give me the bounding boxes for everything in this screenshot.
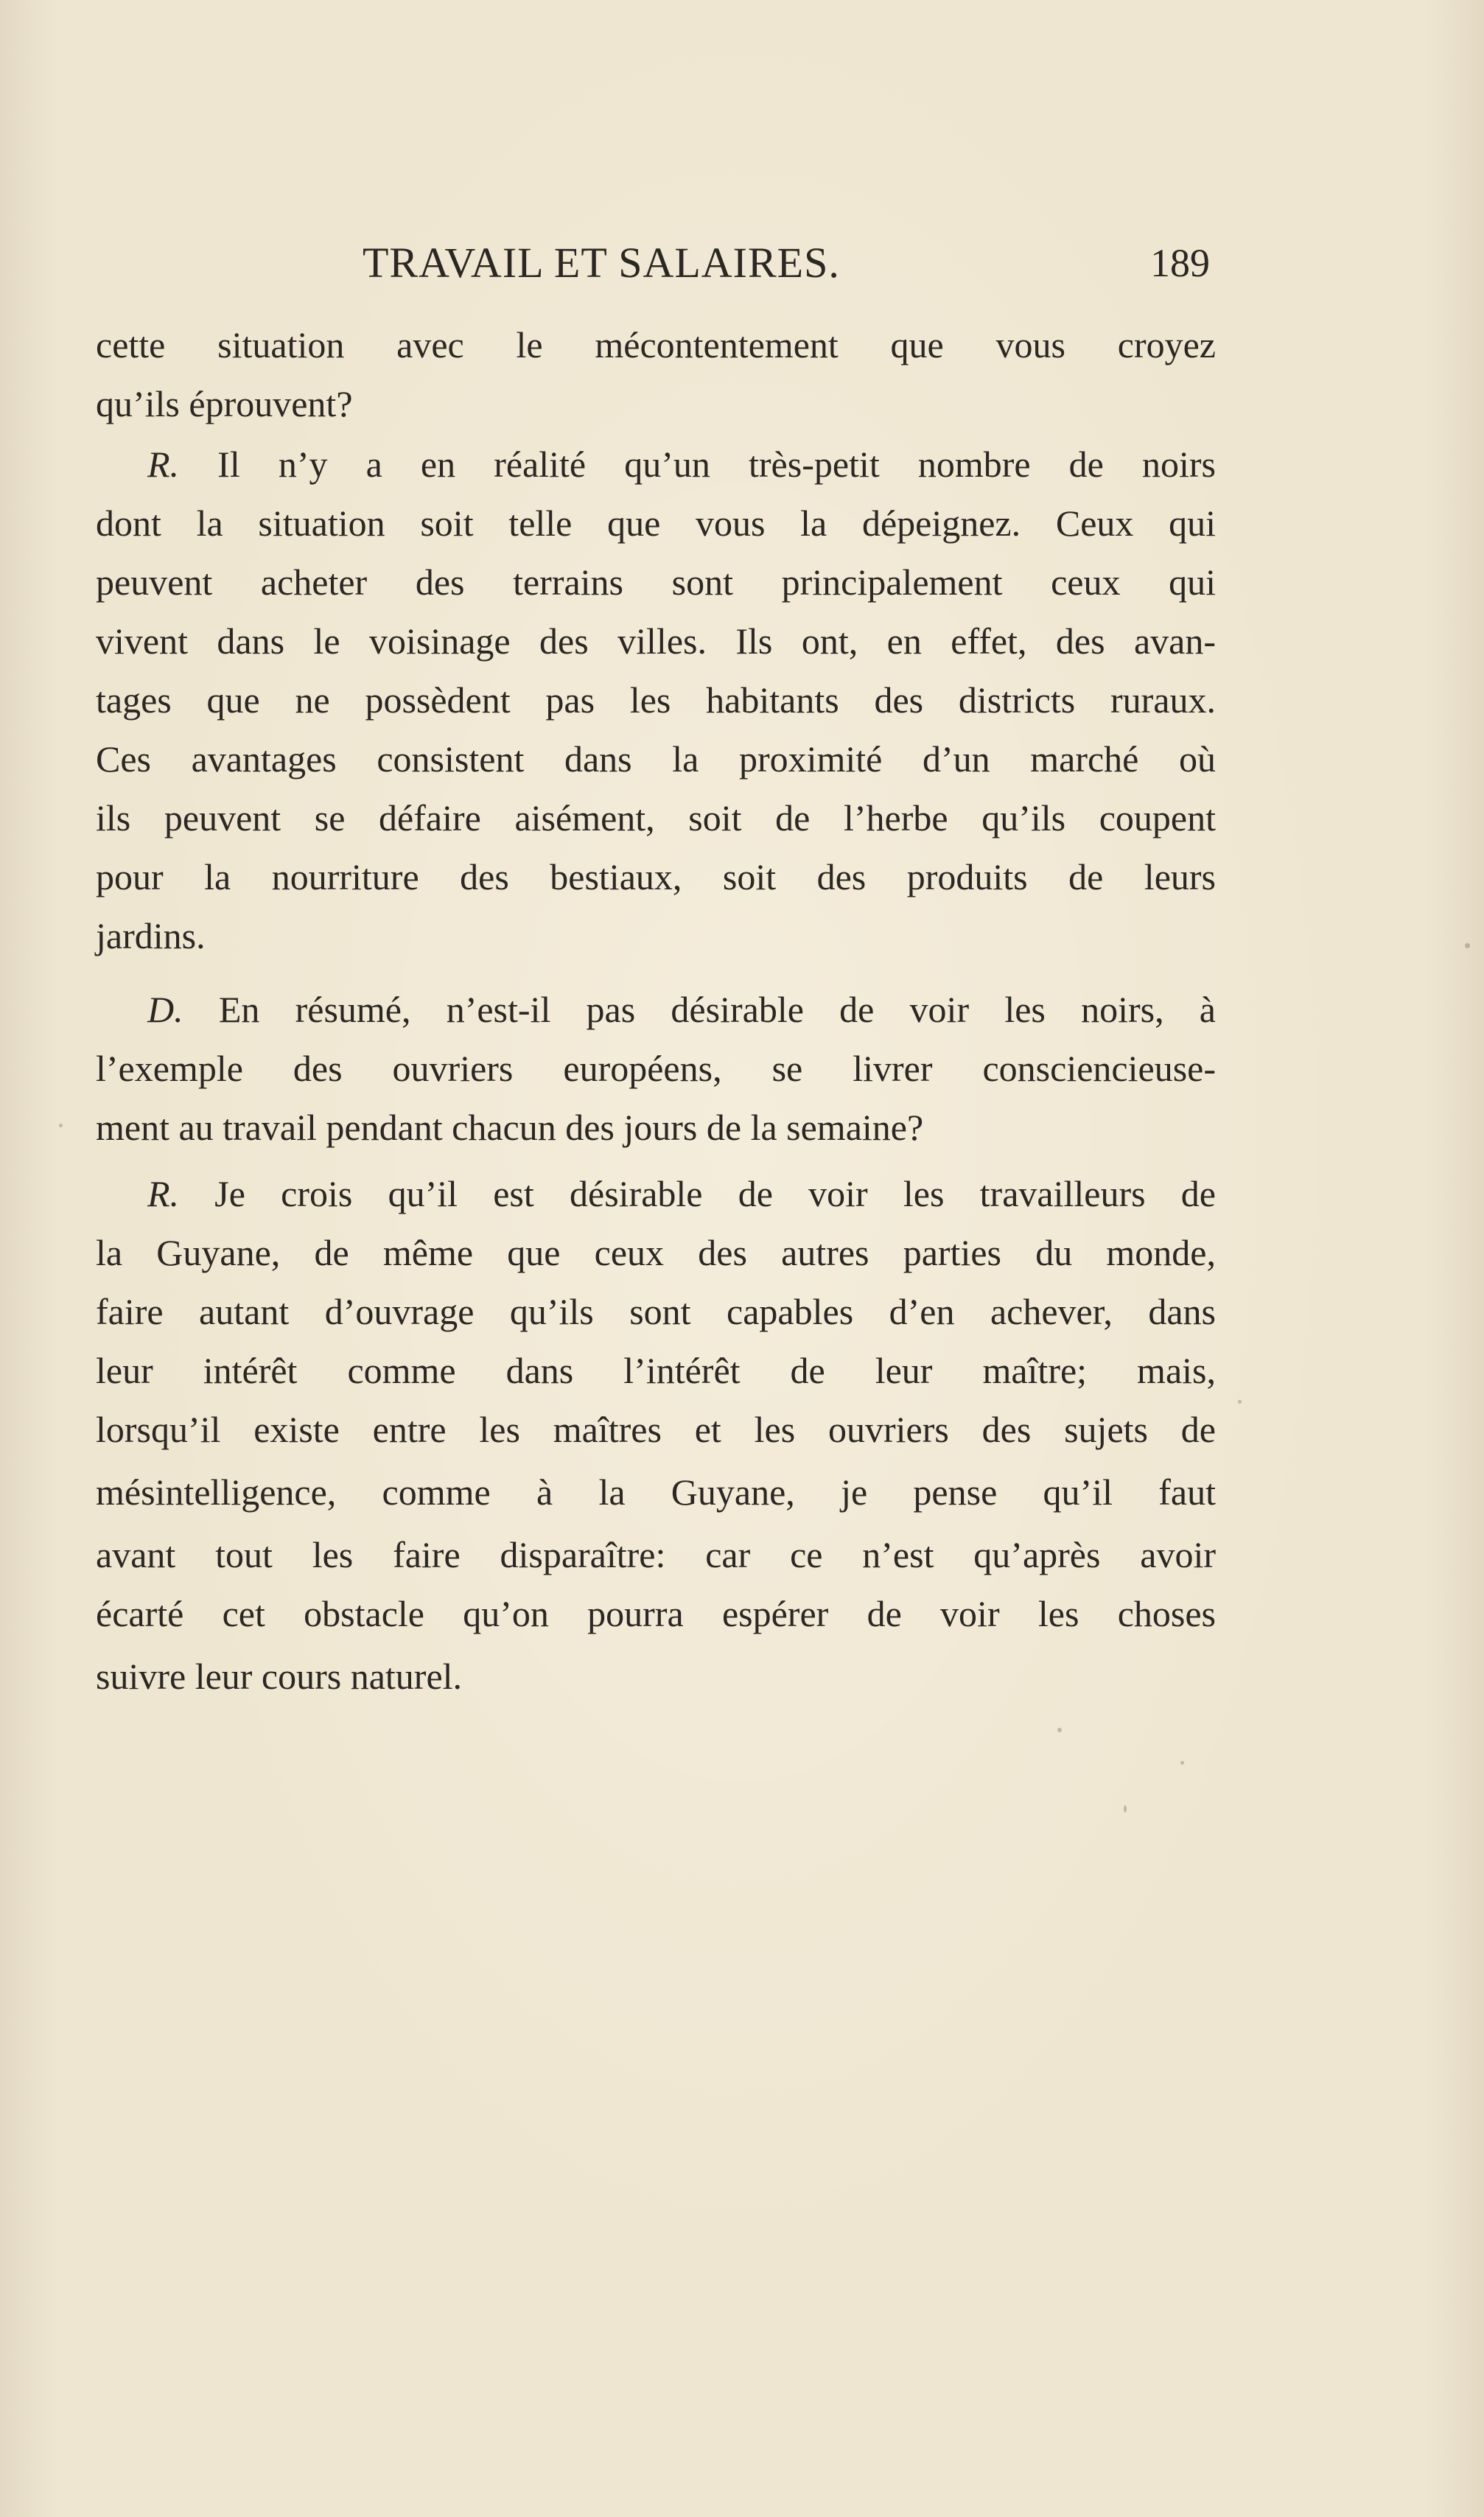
text-line: qu’ils éprouvent? <box>96 383 353 424</box>
speaker-label: R. <box>147 1173 180 1214</box>
text-line: vivent dans le voisinage des villes. Ils ont, en effet, des avan- <box>96 620 1216 662</box>
text-line: peuvent acheter des terrains sont principalement ceux qui <box>96 561 1216 603</box>
text-line: pour la nourriture des bestiaux, soit des produits de leurs <box>96 856 1216 897</box>
text-line <box>147 980 1216 1039</box>
text-line: écarté cet obstacle qu’on pourra espérer de voir les choses <box>96 1593 1216 1634</box>
text-line <box>147 435 1216 494</box>
page-number: 189 <box>1150 241 1210 285</box>
text-line: suivre leur cours naturel. <box>96 1656 463 1697</box>
line-text: Il n’y a en réalité qu’un très-petit nombre de noirs <box>179 444 1216 485</box>
text-line: leur intérêt comme dans l’intérêt de leur maître; mais, <box>96 1350 1216 1391</box>
text-line <box>147 1164 1216 1223</box>
text-line: avant tout les faire disparaître: car ce n’est qu’après avoir <box>96 1534 1216 1575</box>
paper-speck <box>59 1124 63 1127</box>
paper-speck <box>1180 1761 1184 1765</box>
text-line: Ces avantages consistent dans la proximité d’un marché où <box>96 738 1216 780</box>
text-line: lorsqu’il existe entre les maîtres et les ouvriers des sujets de <box>96 1409 1216 1450</box>
paper-speck <box>1465 943 1470 948</box>
speaker-label: R. <box>147 444 180 485</box>
text-line: ment au travail pendant chacun des jours de la semaine? <box>96 1107 924 1148</box>
text-line: tages que ne possèdent pas les habitants des districts ruraux. <box>96 679 1216 721</box>
speaker-label: D. <box>147 989 183 1030</box>
paper-speck <box>1124 1805 1127 1813</box>
paper-speck <box>1238 1400 1242 1404</box>
page-header <box>363 230 1210 296</box>
text-line: cette situation avec le mécontentement que vous croyez <box>96 324 1216 365</box>
text-line: ils peuvent se défaire aisément, soit de l’herbe qu’ils coupent <box>96 797 1216 839</box>
text-line: mésintelligence, comme à la Guyane, je pense qu’il faut <box>96 1471 1216 1513</box>
text-line: la Guyane, de même que ceux des autres parties du monde, <box>96 1232 1216 1273</box>
text-line: faire autant d’ouvrage qu’ils sont capables d’en achever, dans <box>96 1291 1216 1332</box>
line-text: En résumé, n’est-il pas désirable de voir les noirs, à <box>183 989 1216 1030</box>
running-title: TRAVAIL ET SALAIRES. <box>363 239 840 287</box>
paper-speck <box>1057 1728 1062 1732</box>
text-line: dont la situation soit telle que vous la dépeignez. Ceux qui <box>96 503 1216 544</box>
line-text: Je crois qu’il est désirable de voir les travailleurs de <box>179 1173 1216 1214</box>
text-line: jardins. <box>96 915 206 956</box>
text-line: l’exemple des ouvriers européens, se livrer consciencieuse- <box>96 1048 1216 1089</box>
